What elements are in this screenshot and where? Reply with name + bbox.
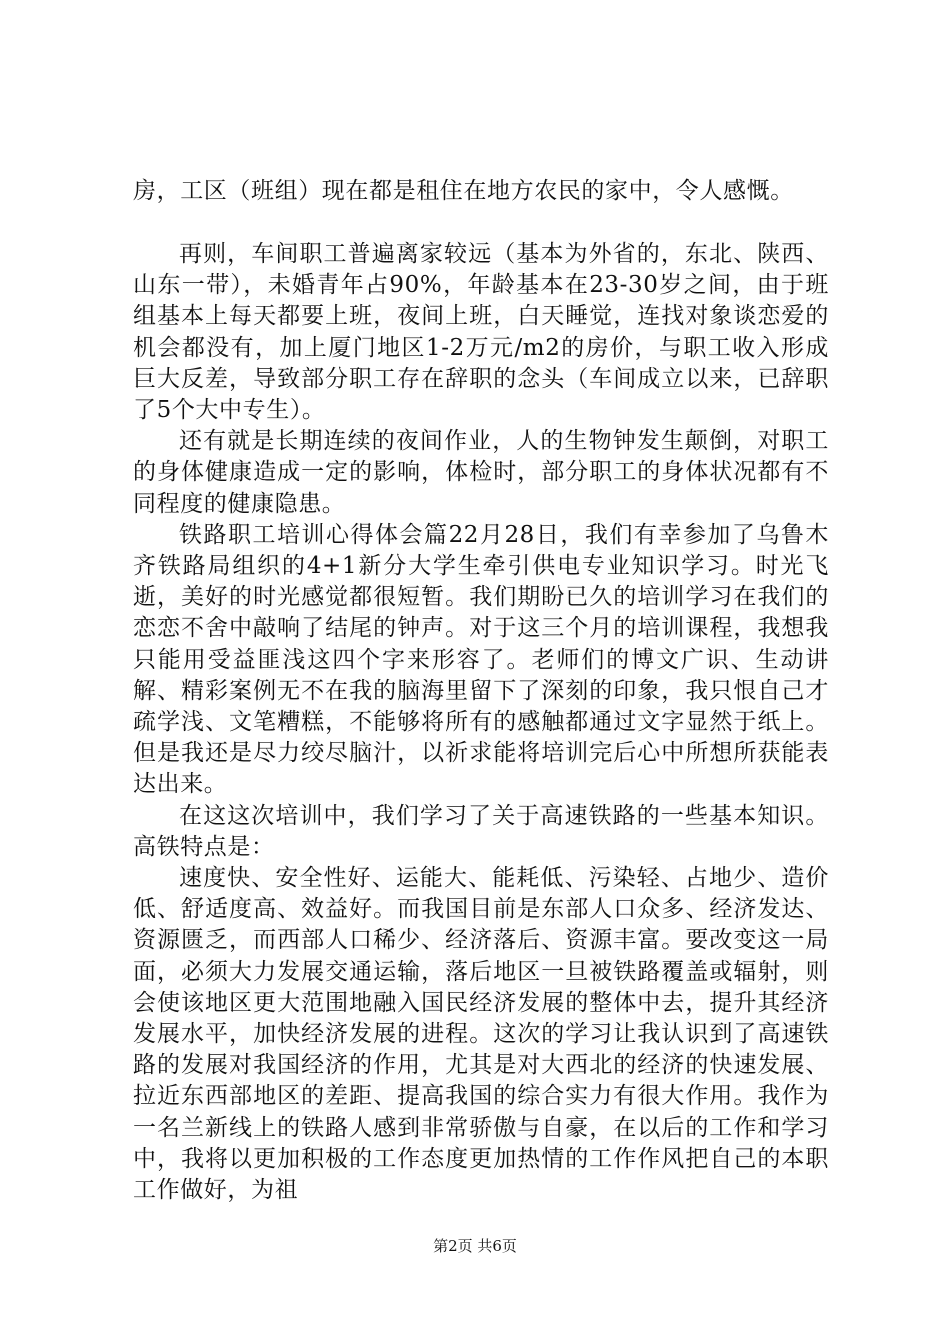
paragraph-4: 在这这次培训中，我们学习了关于高速铁路的一些基本知识。高铁特点是： xyxy=(133,802,829,860)
page-number-label: 第2页 共6页 xyxy=(433,1237,517,1255)
page-footer xyxy=(0,1236,950,1256)
continuation-line: 房，工区（班组）现在都是租住在地方农民的家中，令人感慨。 xyxy=(133,178,794,204)
continuation-line-block xyxy=(133,176,829,207)
body-text xyxy=(133,239,829,1206)
paragraph-5: 速度快、安全性好、运能大、能耗低、污染轻、占地少、造价低、舒适度高、效益好。而我国目前是东部人口众多、经济发达、资源匮乏，而西部人口稀少、经济落后、资源丰富。要改变这一局面，必须大力发展交通运输，落后地区一旦被铁路覆盖或辐射，则会使该地区更大范围地融入国民经济发展的整体中去，提升其经济发展水平，加快经济发展的进程。这次的学习让我认识到了高速铁路的发展对我国经济的作用，尤其是对大西北的经济的快速发展、拉近东西部地区的差距、提高我国的综合实力有很大作用。我作为一名兰新线上的铁路人感到非常骄傲与自豪，在以后的工作和学习中，我将以更加积极的工作态度更加热情的工作作风把自己的本职工作做好，为祖 xyxy=(133,865,829,1204)
paragraph-2: 还有就是长期连续的夜间作业，人的生物钟发生颠倒，对职工的身体健康造成一定的影响，体检时，部分职工的身体状况都有不同程度的健康隐患。 xyxy=(133,428,829,517)
paragraph-1: 再则，车间职工普遍离家较远（基本为外省的，东北、陕西、山东一带），未婚青年占90%，年龄基本在23-30岁之间，由于班组基本上每天都要上班，夜间上班，白天睡觉，连找对象谈恋爱的机会都没有，加上厦门地区1-2万元/m2的房价，与职工收入形成巨大反差，导致部分职工存在辞职的念头（车间成立以来，已辞职了5个大中专生）。 xyxy=(133,241,829,424)
paragraph-3: 铁路职工培训心得体会篇22月28日，我们有幸参加了乌鲁木齐铁路局组织的4+1新分大学生牵引供电专业知识学习。时光飞逝，美好的时光感觉都很短暂。我们期盼已久的培训学习在我们的恋恋不舍中敲响了结尾的钟声。对于这三个月的培训课程，我想我只能用受益匪浅这四个字来形容了。老师们的博文广识、生动讲解、精彩案例无不在我的脑海里留下了深刻的印象，我只恨自己才疏学浅、文笔糟糕，不能够将所有的感触都通过文字显然于纸上。但是我还是尽力绞尽脑汁，以祈求能将培训完后心中所想所获能表达出来。 xyxy=(133,521,829,798)
